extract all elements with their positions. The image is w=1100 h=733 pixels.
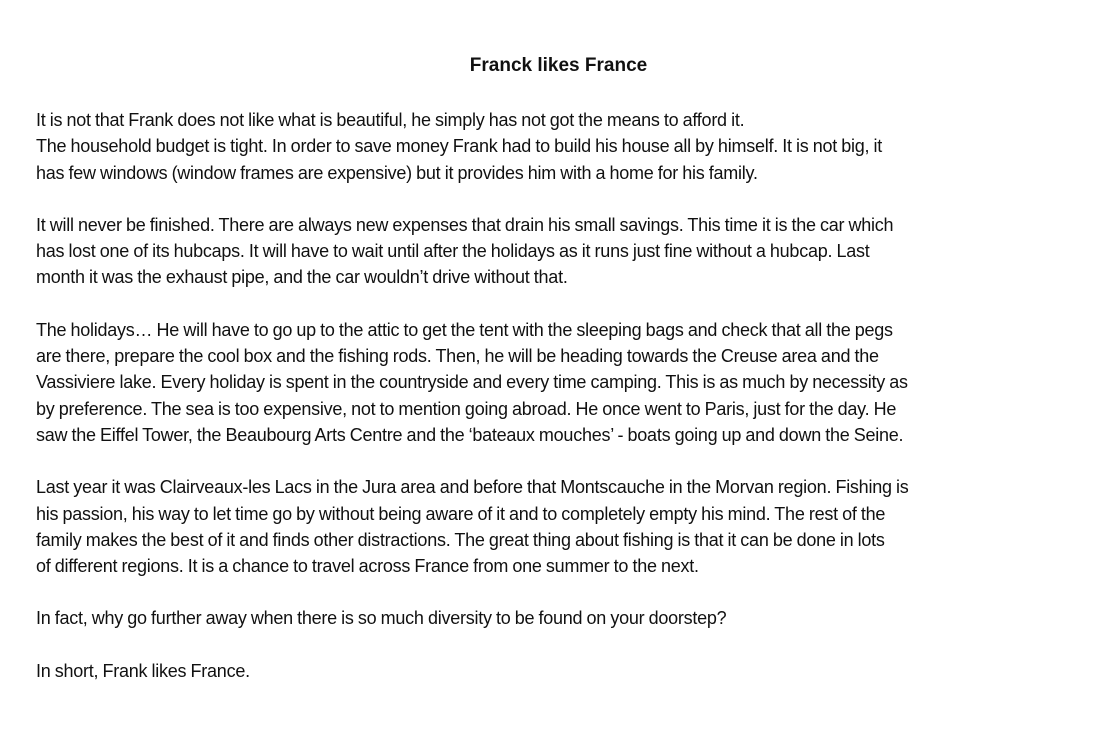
paragraph-4: [36, 474, 1081, 579]
paragraph-6: [36, 658, 1081, 684]
text-line: It is not that Frank does not like what is beautiful, he simply has not got the means to afford it.: [36, 110, 745, 130]
text-line: has few windows (window frames are expensive) but it provides him with a home for his family.: [36, 162, 758, 183]
text-line: In short, Frank likes France.: [36, 660, 250, 681]
paragraph-3: [36, 317, 1081, 448]
text-line: In fact, why go further away when there is so much diversity to be found on your doorstep?: [36, 608, 727, 629]
text-line: month it was the exhaust pipe, and the car wouldn’t drive without that.: [36, 267, 568, 288]
text-line: Vassiviere lake. Every holiday is spent in the countryside and every time camping. This is as much by necessity as: [36, 372, 908, 393]
text-line: saw the Eiffel Tower, the Beaubourg Arts Centre and the ‘bateaux mouches’ - boats going up and down the Seine.: [36, 424, 904, 445]
document-title: Franck likes France: [469, 55, 648, 76]
text-line: Last year it was Clairveaux-les Lacs in the Jura area and before that Montscauche in the Morvan region. Fishing is: [36, 477, 909, 498]
text-line: The holidays… He will have to go up to the attic to get the tent with the sleeping bags and check that all the pegs: [36, 319, 893, 340]
text-line: The household budget is tight. In order to save money Frank had to build his house all by himself. It is not big, it: [36, 136, 882, 157]
text-line: by preference. The sea is too expensive, not to mention going abroad. He once went to Paris, just for the day. He: [36, 398, 897, 419]
paragraph-1: [36, 107, 1081, 186]
paragraph-2: [36, 212, 1081, 291]
text-line: has lost one of its hubcaps. It will have to wait until after the holidays as it runs just fine without a hubcap. Last: [36, 241, 870, 262]
text-line: It will never be finished. There are always new expenses that drain his small savings. This time it is the car which: [36, 214, 894, 235]
text-line: of different regions. It is a chance to travel across France from one summer to the next.: [36, 556, 699, 577]
text-line: family makes the best of it and finds other distractions. The great thing about fishing is that it can be done in lots: [36, 529, 885, 550]
paragraph-5: [36, 605, 1081, 631]
text-line: are there, prepare the cool box and the fishing rods. Then, he will be heading towards the Creuse area and the: [36, 346, 879, 367]
text-line: his passion, his way to let time go by without being aware of it and to completely empty his mind. The rest of the: [36, 503, 886, 524]
document-body: [36, 53, 1081, 710]
